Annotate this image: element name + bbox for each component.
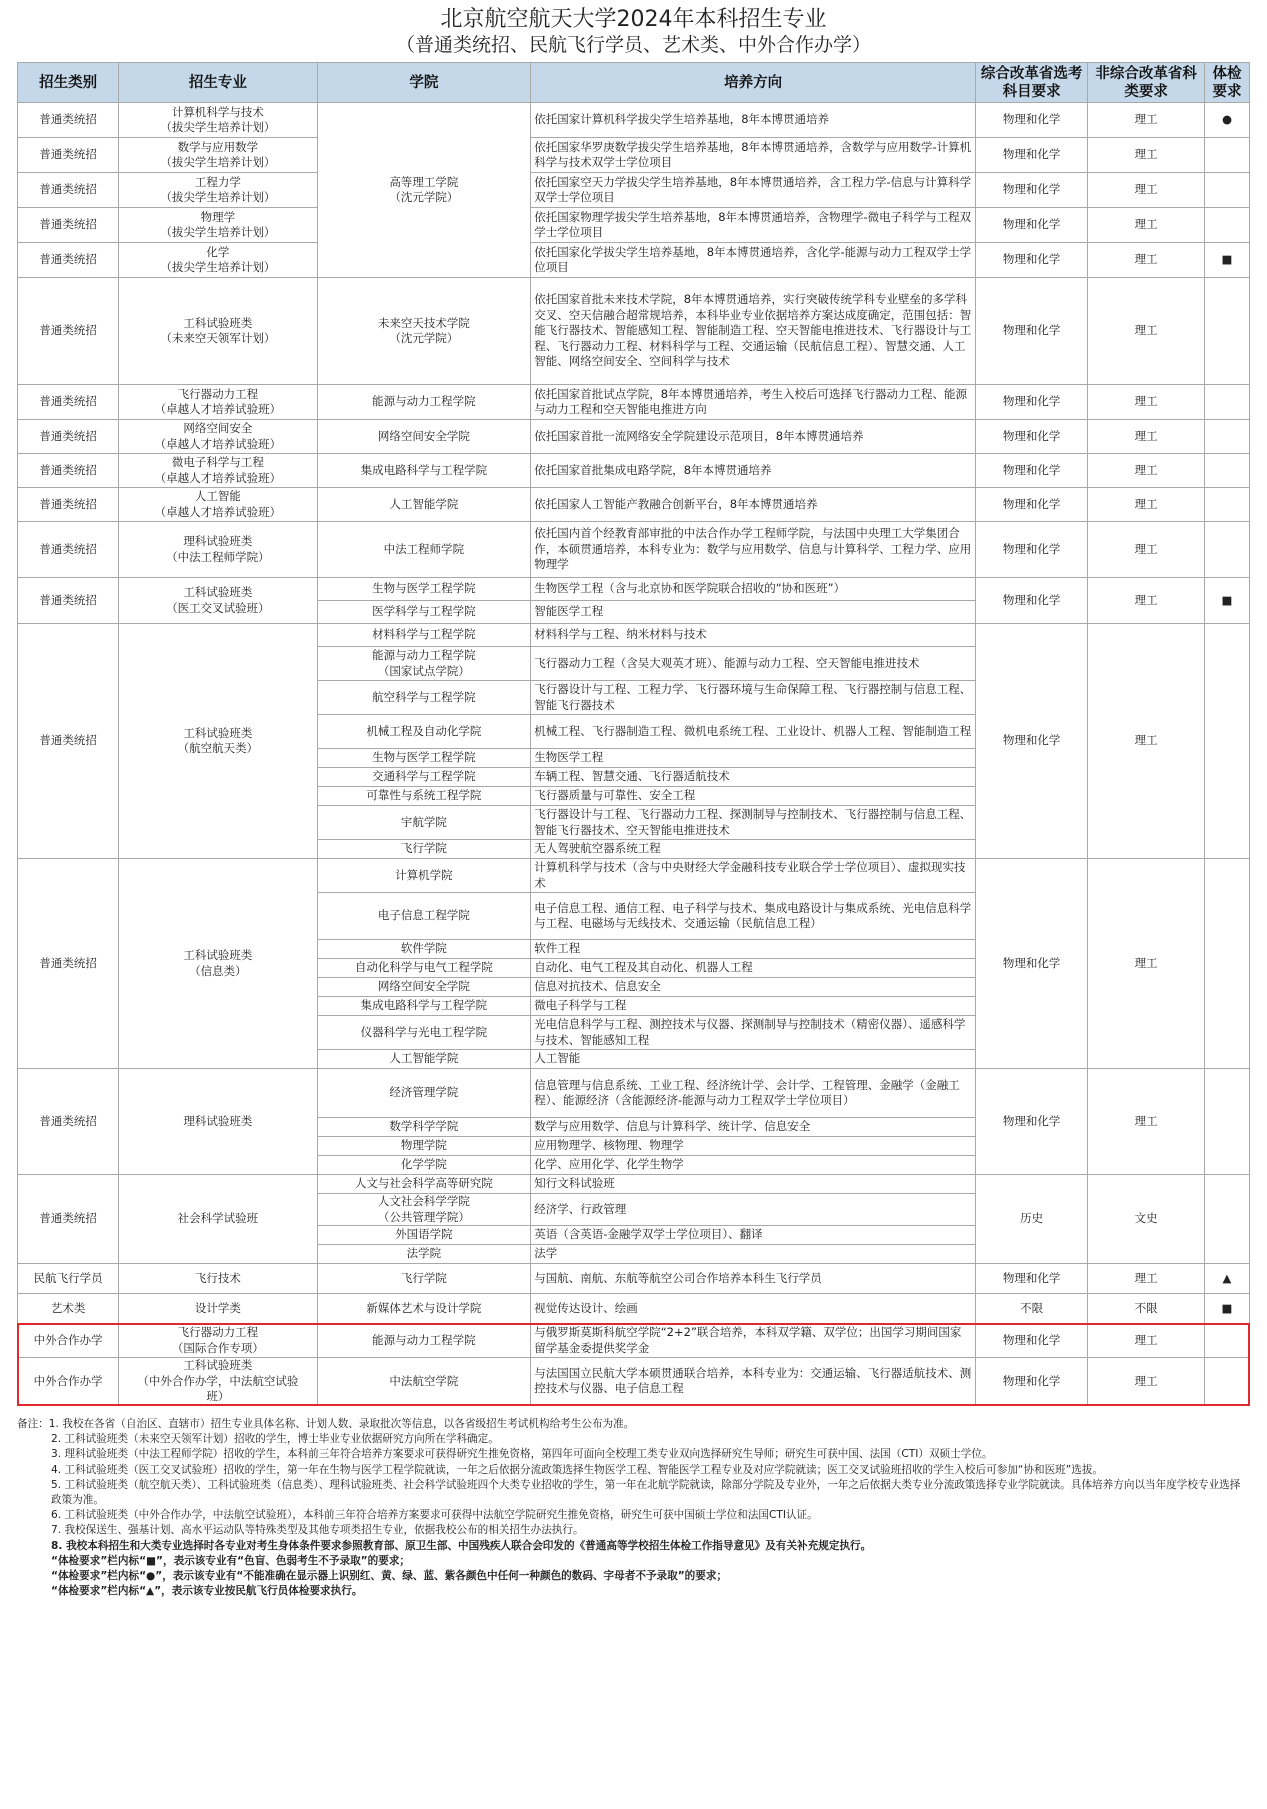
major-cell: 工科试验班类 （信息类） [119, 859, 317, 1069]
physical-exam-mark: ■ [1204, 1294, 1249, 1324]
nonreform-subjects-cell: 理工 [1088, 488, 1205, 522]
nonreform-subjects-cell: 理工 [1088, 1358, 1205, 1406]
reform-subjects-cell: 物理和化学 [975, 138, 1087, 173]
college-cell: 外国语学院 [317, 1226, 531, 1245]
direction-cell: 依托国家华罗庚数学拔尖学生培养基地，8年本博贯通培养，含数学与应用数学-计算机科学与技术双学士学位项目 [531, 138, 976, 173]
reform-subjects-cell: 物理和化学 [975, 578, 1087, 624]
major-cell: 工科试验班类 （医工交叉试验班） [119, 578, 317, 624]
physical-exam-mark [1204, 208, 1249, 243]
header-category: 招生类别 [18, 63, 119, 103]
note-line: 3. 理科试验班类（中法工程师学院）招收的学生，本科前三年符合培养方案要求可获得研究生推免资格，第四年可面向全校理工类专业双向选择研究生导师；研究生可获中国、法国（CTI）双硕士学位。 [51, 1448, 993, 1461]
direction-cell: 信息对抗技术、信息安全 [531, 978, 976, 997]
college-cell: 中法工程师学院 [317, 522, 531, 578]
physical-exam-mark [1204, 454, 1249, 488]
reform-subjects-cell: 历史 [975, 1175, 1087, 1264]
direction-cell: 数学与应用数学、信息与计算科学、统计学、信息安全 [531, 1118, 976, 1137]
major-cell: 飞行器动力工程 （国际合作专项） [119, 1324, 317, 1358]
table-row [18, 1069, 1250, 1118]
category-cell: 普通类统招 [18, 454, 119, 488]
major-cell: 工程力学 （拔尖学生培养计划） [119, 173, 317, 208]
college-cell: 网络空间安全学院 [317, 978, 531, 997]
reform-subjects-cell: 物理和化学 [975, 420, 1087, 454]
physical-exam-mark [1204, 1324, 1249, 1358]
direction-cell: 英语（含英语-金融学双学士学位项目）、翻译 [531, 1226, 976, 1245]
table-row [18, 420, 1250, 454]
nonreform-subjects-cell: 理工 [1088, 173, 1205, 208]
notes [17, 1417, 1250, 1599]
direction-cell: 依托国家首批集成电路学院，8年本博贯通培养 [531, 454, 976, 488]
table-row [18, 278, 1250, 385]
major-cell: 理科试验班类 （中法工程师学院） [119, 522, 317, 578]
nonreform-subjects-cell: 不限 [1088, 1294, 1205, 1324]
table-row [18, 1264, 1250, 1294]
direction-cell: 知行文科试验班 [531, 1175, 976, 1194]
nonreform-subjects-cell: 理工 [1088, 1324, 1205, 1358]
nonreform-subjects-cell: 理工 [1088, 859, 1205, 1069]
major-cell: 人工智能 （卓越人才培养试验班） [119, 488, 317, 522]
college-cell: 未来空天技术学院 （沈元学院） [317, 278, 531, 385]
college-cell: 计算机学院 [317, 859, 531, 893]
major-cell: 网络空间安全 （卓越人才培养试验班） [119, 420, 317, 454]
header-college: 学院 [317, 63, 531, 103]
college-cell: 能源与动力工程学院 （国家试点学院） [317, 647, 531, 681]
nonreform-subjects-cell: 理工 [1088, 578, 1205, 624]
physical-exam-mark [1204, 173, 1249, 208]
major-cell: 社会科学试验班 [119, 1175, 317, 1264]
direction-cell: 飞行器质量与可靠性、安全工程 [531, 787, 976, 806]
direction-cell: 计算机科学与技术（含与中央财经大学金融科技专业联合学士学位项目）、虚拟现实技术 [531, 859, 976, 893]
category-cell: 普通类统招 [18, 278, 119, 385]
note-line: 8. 我校本科招生和大类专业选择时各专业对考生身体条件要求参照教育部、原卫生部、中国残疾人联合会印发的《普通高等学校招生体检工作指导意见》及有关补充规定执行。 [51, 1539, 872, 1552]
direction-cell: 与国航、南航、东航等航空公司合作培养本科生飞行学员 [531, 1264, 976, 1294]
college-cell: 飞行学院 [317, 840, 531, 859]
reform-subjects-cell: 物理和化学 [975, 173, 1087, 208]
header-major: 招生专业 [119, 63, 317, 103]
direction-cell: 依托国家首批试点学院，8年本博贯通培养，考生入校后可选择飞行器动力工程、能源与动力工程和空天智能电推进方向 [531, 385, 976, 420]
college-cell: 可靠性与系统工程学院 [317, 787, 531, 806]
direction-cell: 信息管理与信息系统、工业工程、经济统计学、会计学、工程管理、金融学（金融工程）、能源经济（含能源经济-能源与动力工程双学士学位项目） [531, 1069, 976, 1118]
category-cell: 中外合作办学 [18, 1358, 119, 1406]
major-cell: 设计学类 [119, 1294, 317, 1324]
direction-cell: 智能医学工程 [531, 601, 976, 624]
major-cell: 工科试验班类 （中外合作办学，中法航空试验 班） [119, 1358, 317, 1406]
table-row [18, 1324, 1250, 1358]
direction-cell: 依托国家首批未来技术学院，8年本博贯通培养，实行突破传统学科专业壁垒的多学科交叉、空天信融合超常规培养，本科毕业专业依据培养方案达成度确定，范围包括：智能飞行器技术、智能感知工程、智能制造工程、空天智能电推进技术、飞行器设计与工程、飞行器动力工程、材料科学与工程、交通运输（民航信息工程）、智慧交通、人工智能、网络空间安全、空间科学与技术 [531, 278, 976, 385]
category-cell: 民航飞行学员 [18, 1264, 119, 1294]
major-cell: 物理学 （拔尖学生培养计划） [119, 208, 317, 243]
direction-cell: 人工智能 [531, 1050, 976, 1069]
direction-cell: 应用物理学、核物理、物理学 [531, 1137, 976, 1156]
direction-cell: 经济学、行政管理 [531, 1194, 976, 1226]
direction-cell: 飞行器设计与工程、工程力学、飞行器环境与生命保障工程、飞行器控制与信息工程、智能飞行器技术 [531, 681, 976, 715]
physical-exam-mark: ■ [1204, 578, 1249, 624]
college-cell: 人工智能学院 [317, 488, 531, 522]
note-line: “体检要求”栏内标“▲”，表示该专业按民航飞行员体检要求执行。 [51, 1585, 363, 1598]
direction-cell: 无人驾驶航空器系统工程 [531, 840, 976, 859]
physical-exam-mark [1204, 522, 1249, 578]
direction-cell: 自动化、电气工程及其自动化、机器人工程 [531, 959, 976, 978]
reform-subjects-cell: 物理和化学 [975, 103, 1087, 138]
category-cell: 普通类统招 [18, 624, 119, 859]
nonreform-subjects-cell: 理工 [1088, 454, 1205, 488]
college-cell: 能源与动力工程学院 [317, 1324, 531, 1358]
direction-cell: 依托国家首批一流网络安全学院建设示范项目，8年本博贯通培养 [531, 420, 976, 454]
direction-cell: 机械工程、飞行器制造工程、微机电系统工程、工业设计、机器人工程、智能制造工程 [531, 715, 976, 749]
header-nonreform-subjects: 非综合改革省科类要求 [1088, 63, 1205, 103]
college-cell: 中法航空学院 [317, 1358, 531, 1406]
direction-cell: 材料科学与工程、纳米材料与技术 [531, 624, 976, 647]
category-cell: 普通类统招 [18, 138, 119, 173]
reform-subjects-cell: 物理和化学 [975, 1264, 1087, 1294]
direction-cell: 车辆工程、智慧交通、飞行器适航技术 [531, 768, 976, 787]
college-cell: 高等理工学院 （沈元学院） [317, 103, 531, 278]
category-cell: 普通类统招 [18, 859, 119, 1069]
physical-exam-mark: ▲ [1204, 1264, 1249, 1294]
college-cell: 电子信息工程学院 [317, 893, 531, 940]
table-row [18, 578, 1250, 601]
category-cell: 普通类统招 [18, 522, 119, 578]
college-cell: 网络空间安全学院 [317, 420, 531, 454]
table-body [18, 103, 1250, 1406]
table-row [18, 488, 1250, 522]
college-cell: 自动化科学与电气工程学院 [317, 959, 531, 978]
category-cell: 普通类统招 [18, 243, 119, 278]
direction-cell: 与法国国立民航大学本硕贯通联合培养，本科专业为：交通运输、飞行器适航技术、测控技术与仪器、电子信息工程 [531, 1358, 976, 1406]
reform-subjects-cell: 物理和化学 [975, 859, 1087, 1069]
table-row [18, 208, 1250, 243]
major-cell: 微电子科学与工程 （卓越人才培养试验班） [119, 454, 317, 488]
physical-exam-mark [1204, 138, 1249, 173]
college-cell: 数学科学学院 [317, 1118, 531, 1137]
nonreform-subjects-cell: 理工 [1088, 138, 1205, 173]
direction-cell: 依托国家人工智能产教融合创新平台，8年本博贯通培养 [531, 488, 976, 522]
reform-subjects-cell: 物理和化学 [975, 1324, 1087, 1358]
college-cell: 飞行学院 [317, 1264, 531, 1294]
nonreform-subjects-cell: 理工 [1088, 385, 1205, 420]
nonreform-subjects-cell: 文史 [1088, 1175, 1205, 1264]
college-cell: 法学院 [317, 1245, 531, 1264]
nonreform-subjects-cell: 理工 [1088, 624, 1205, 859]
page-title: 北京航空航天大学2024年本科招生专业 [440, 7, 827, 32]
reform-subjects-cell: 物理和化学 [975, 624, 1087, 859]
nonreform-subjects-cell: 理工 [1088, 522, 1205, 578]
reform-subjects-cell: 物理和化学 [975, 385, 1087, 420]
nonreform-subjects-cell: 理工 [1088, 208, 1205, 243]
physical-exam-mark: ■ [1204, 243, 1249, 278]
category-cell: 普通类统招 [18, 1175, 119, 1264]
college-cell: 机械工程及自动化学院 [317, 715, 531, 749]
table-row [18, 103, 1250, 138]
category-cell: 普通类统招 [18, 420, 119, 454]
college-cell: 人工智能学院 [317, 1050, 531, 1069]
major-cell: 工科试验班类 （未来空天领军计划） [119, 278, 317, 385]
table-row [18, 385, 1250, 420]
major-cell: 化学 （拔尖学生培养计划） [119, 243, 317, 278]
header-physical-exam: 体检要求 [1204, 63, 1249, 103]
direction-cell: 电子信息工程、通信工程、电子科学与技术、集成电路设计与集成系统、光电信息科学与工程、电磁场与无线技术、交通运输（民航信息工程） [531, 893, 976, 940]
college-cell: 经济管理学院 [317, 1069, 531, 1118]
header-direction: 培养方向 [531, 63, 976, 103]
major-cell: 计算机科学与技术 （拔尖学生培养计划） [119, 103, 317, 138]
table-row [18, 624, 1250, 647]
note-line: “体检要求”栏内标“■”，表示该专业有“色盲、色弱考生不予录取”的要求； [51, 1554, 411, 1567]
table-row [18, 1175, 1250, 1194]
note-line: 备注：1. 我校在各省（自治区、直辖市）招生专业具体名称、计划人数、录取批次等信息，以各省级招生考试机构给考生公布为准。 [17, 1418, 635, 1430]
direction-cell: 生物医学工程 [531, 749, 976, 768]
direction-cell: 法学 [531, 1245, 976, 1264]
major-cell: 理科试验班类 [119, 1069, 317, 1175]
note-line: 7. 我校保送生、强基计划、高水平运动队等特殊类型及其他专项类招生专业，依据我校公布的相关招生办法执行。 [51, 1524, 584, 1537]
table-row [18, 522, 1250, 578]
college-cell: 材料科学与工程学院 [317, 624, 531, 647]
college-cell: 能源与动力工程学院 [317, 385, 531, 420]
table-row [18, 1294, 1250, 1324]
category-cell: 普通类统招 [18, 385, 119, 420]
physical-exam-mark [1204, 278, 1249, 385]
physical-exam-mark: ● [1204, 103, 1249, 138]
reform-subjects-cell: 不限 [975, 1294, 1087, 1324]
category-cell: 中外合作办学 [18, 1324, 119, 1358]
note-line: “体检要求”栏内标“●”，表示该专业有“不能准确在显示器上识别红、黄、绿、蓝、紫各颜色中任何一种颜色的数码、字母者不予录取”的要求； [51, 1570, 728, 1583]
category-cell: 普通类统招 [18, 488, 119, 522]
table-row [18, 859, 1250, 893]
direction-cell: 依托国家物理学拔尖学生培养基地，8年本博贯通培养，含物理学-微电子科学与工程双学士学位项目 [531, 208, 976, 243]
direction-cell: 飞行器动力工程（含吴大观英才班）、能源与动力工程、空天智能电推进技术 [531, 647, 976, 681]
college-cell: 化学学院 [317, 1156, 531, 1175]
college-cell: 人文与社会科学高等研究院 [317, 1175, 531, 1194]
reform-subjects-cell: 物理和化学 [975, 488, 1087, 522]
nonreform-subjects-cell: 理工 [1088, 1069, 1205, 1175]
category-cell: 普通类统招 [18, 173, 119, 208]
note-line: 4. 工科试验班类（医工交叉试验班）招收的学生，第一年在生物与医学工程学院就读，一年之后依据分流政策选择生物医学工程、智能医学工程专业及对应学院就读；医工交叉试验班招收的学生入校后可参加“协和医班”选拔。 [51, 1463, 1104, 1476]
college-cell: 集成电路科学与工程学院 [317, 997, 531, 1016]
nonreform-subjects-cell: 理工 [1088, 278, 1205, 385]
reform-subjects-cell: 物理和化学 [975, 522, 1087, 578]
note-line: 2. 工科试验班类（未来空天领军计划）招收的学生，博士毕业专业依据研究方向所在学科确定。 [51, 1433, 499, 1446]
direction-cell: 生物医学工程（含与北京协和医学院联合招收的“协和医班”） [531, 578, 976, 601]
major-cell: 飞行技术 [119, 1264, 317, 1294]
direction-cell: 软件工程 [531, 940, 976, 959]
direction-cell: 与俄罗斯莫斯科航空学院“2+2”联合培养，本科双学籍、双学位；出国学习期间国家留学基金委提供奖学金 [531, 1324, 976, 1358]
category-cell: 普通类统招 [18, 1069, 119, 1175]
nonreform-subjects-cell: 理工 [1088, 103, 1205, 138]
physical-exam-mark [1204, 488, 1249, 522]
note-line: 6. 工科试验班类（中外合作办学，中法航空试验班），本科前三年符合培养方案要求可获得中法航空学院研究生推免资格，研究生可获中国硕士学位和法国CTI认证。 [51, 1509, 818, 1522]
physical-exam-mark [1204, 624, 1249, 859]
nonreform-subjects-cell: 理工 [1088, 243, 1205, 278]
table-row [18, 138, 1250, 173]
reform-subjects-cell: 物理和化学 [975, 1069, 1087, 1175]
college-cell: 新媒体艺术与设计学院 [317, 1294, 531, 1324]
category-cell: 普通类统招 [18, 103, 119, 138]
direction-cell: 飞行器设计与工程、飞行器动力工程、探测制导与控制技术、飞行器控制与信息工程、智能飞行器技术、空天智能电推进技术 [531, 806, 976, 840]
reform-subjects-cell: 物理和化学 [975, 278, 1087, 385]
table-row [18, 1358, 1250, 1406]
major-cell: 飞行器动力工程 （卓越人才培养试验班） [119, 385, 317, 420]
direction-cell: 光电信息科学与工程、测控技术与仪器、探测制导与控制技术（精密仪器）、遥感科学与技术、智能感知工程 [531, 1016, 976, 1050]
college-cell: 航空科学与工程学院 [317, 681, 531, 715]
reform-subjects-cell: 物理和化学 [975, 454, 1087, 488]
physical-exam-mark [1204, 385, 1249, 420]
major-cell: 工科试验班类 （航空航天类） [119, 624, 317, 859]
college-cell: 交通科学与工程学院 [317, 768, 531, 787]
direction-cell: 化学、应用化学、化学生物学 [531, 1156, 976, 1175]
reform-subjects-cell: 物理和化学 [975, 243, 1087, 278]
table-row [18, 454, 1250, 488]
note-line: 5. 工科试验班类（航空航天类）、工科试验班类（信息类）、理科试验班类、社会科学试验班四个大类专业招收的学生，第一年在北航学院就读，除部分学院及专业外，一年之后依据大类专业分流政策选择专业学院就读。具体培养方向以当年度学校专业选择政策为准。 [51, 1478, 1241, 1507]
reform-subjects-cell: 物理和化学 [975, 1358, 1087, 1406]
college-cell: 生物与医学工程学院 [317, 578, 531, 601]
category-cell: 普通类统招 [18, 208, 119, 243]
direction-cell: 依托国家计算机科学拔尖学生培养基地，8年本博贯通培养 [531, 103, 976, 138]
physical-exam-mark [1204, 859, 1249, 1069]
physical-exam-mark [1204, 1358, 1249, 1406]
college-cell: 生物与医学工程学院 [317, 749, 531, 768]
physical-exam-mark [1204, 1175, 1249, 1264]
header-reform-subjects: 综合改革省选考科目要求 [975, 63, 1087, 103]
category-cell: 普通类统招 [18, 578, 119, 624]
college-cell: 仪器科学与光电工程学院 [317, 1016, 531, 1050]
college-cell: 集成电路科学与工程学院 [317, 454, 531, 488]
table-row [18, 173, 1250, 208]
direction-cell: 视觉传达设计、绘画 [531, 1294, 976, 1324]
college-cell: 人文社会科学学院 （公共管理学院） [317, 1194, 531, 1226]
page-subtitle: （普通类统招、民航飞行学员、艺术类、中外合作办学） [395, 34, 871, 56]
direction-cell: 微电子科学与工程 [531, 997, 976, 1016]
college-cell: 宇航学院 [317, 806, 531, 840]
nonreform-subjects-cell: 理工 [1088, 420, 1205, 454]
physical-exam-mark [1204, 1069, 1249, 1175]
college-cell: 医学科学与工程学院 [317, 601, 531, 624]
direction-cell: 依托国家化学拔尖学生培养基地，8年本博贯通培养，含化学-能源与动力工程双学士学位项目 [531, 243, 976, 278]
nonreform-subjects-cell: 理工 [1088, 1264, 1205, 1294]
college-cell: 物理学院 [317, 1137, 531, 1156]
majors-table [17, 62, 1250, 1406]
direction-cell: 依托国内首个经教育部审批的中法合作办学工程师学院，与法国中央理工大学集团合作，本硕贯通培养，本科专业为：数学与应用数学、信息与计算科学、工程力学、应用物理学 [531, 522, 976, 578]
physical-exam-mark [1204, 420, 1249, 454]
table-row [18, 243, 1250, 278]
direction-cell: 依托国家空天力学拔尖学生培养基地，8年本博贯通培养，含工程力学-信息与计算科学双学士学位项目 [531, 173, 976, 208]
category-cell: 艺术类 [18, 1294, 119, 1324]
major-cell: 数学与应用数学 （拔尖学生培养计划） [119, 138, 317, 173]
reform-subjects-cell: 物理和化学 [975, 208, 1087, 243]
college-cell: 软件学院 [317, 940, 531, 959]
